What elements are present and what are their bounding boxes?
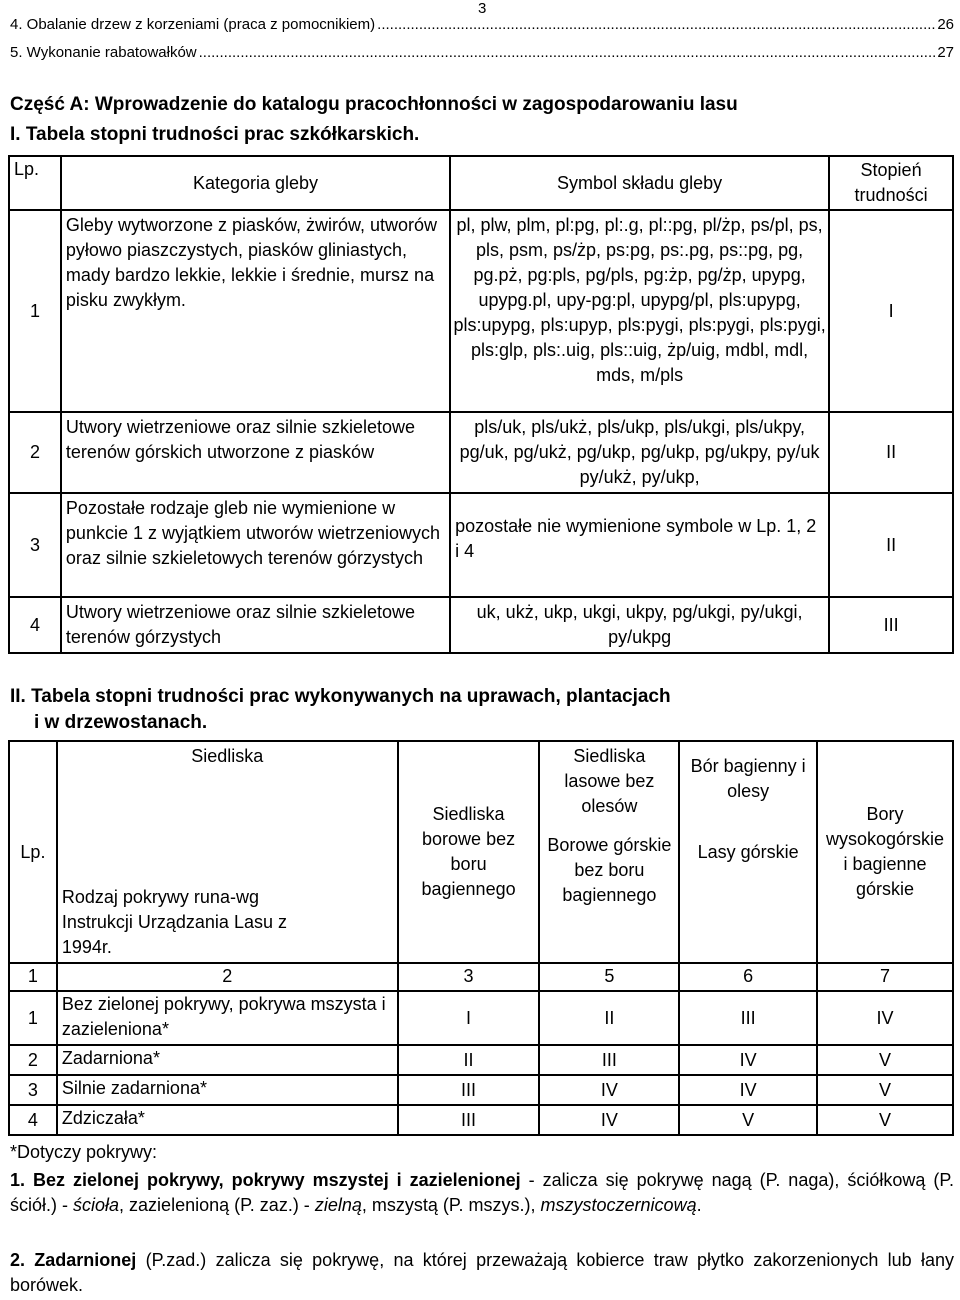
row-degree: II	[829, 412, 953, 493]
row-category: Utwory wietrzeniowe oraz silnie szkieletowe terenów górskich utworzone z piasków	[61, 412, 450, 493]
header-symbol: Symbol składu gleby	[450, 156, 829, 210]
table2-title-line1: II. Tabela stopni trudności prac wykonywanych na uprawach, plantacjach	[10, 686, 671, 707]
footnote-1-term: 1. Bez zielonej pokrywy, pokrywy mszystej i zazielenionej	[10, 1170, 521, 1190]
row-c3: III	[398, 1105, 540, 1135]
row-c3: III	[398, 1075, 540, 1105]
colnum: 1	[9, 963, 57, 991]
row-c5: IV	[539, 1105, 679, 1135]
colnum: 7	[817, 963, 953, 991]
header-siedliska: Siedliska	[191, 746, 264, 766]
footnote-2-term: 2. Zadarnionej	[10, 1250, 137, 1270]
footnote-1-text-c: , mszystą (P. mszys.),	[361, 1195, 536, 1215]
footnote-1	[10, 1168, 954, 1218]
row-category: Gleby wytworzone z piasków, żwirów, utworów pyłowo piaszczystych, piasków gliniastych, mady bardzo lekkie, lekkie i średnie, mursz na pisku zwykłym.	[61, 210, 450, 412]
toc-leader	[377, 16, 935, 33]
row-lp: 3	[9, 1075, 57, 1105]
row-c6: IV	[679, 1045, 817, 1075]
header-lp: Lp.	[9, 741, 57, 963]
column-numbers-row	[9, 963, 953, 991]
table-row	[9, 597, 953, 653]
header-bory-wysokogorskie: Bory wysokogórskie i bagienne górskie	[817, 741, 953, 963]
page-number: 3	[478, 0, 487, 17]
colnum: 2	[57, 963, 398, 991]
row-symbol: uk, ukż, ukp, ukgi, ukpy, pg/ukgi, py/ukgi, py/ukpg	[450, 597, 829, 653]
row-lp: 4	[9, 597, 61, 653]
header-rodzaj: Rodzaj pokrywy runa-wg Instrukcji Urządzania Lasu z 1994r.	[61, 887, 287, 957]
header-siedliska-rodzaj	[57, 741, 398, 963]
footnote-1-text-d: .	[696, 1195, 702, 1215]
table-soil-difficulty	[8, 155, 954, 654]
row-lp: 1	[9, 210, 61, 412]
table-row	[9, 1045, 953, 1075]
table-row	[9, 210, 953, 412]
row-category: Utwory wietrzeniowe oraz silnie szkieletowe terenów górzystych	[61, 597, 450, 653]
footnote-1-text-a: - zalicza się pokrywę nagą (P. naga), ściółkową (P. ściół.) -	[10, 1170, 955, 1215]
row-cover: Zdziczała*	[57, 1105, 398, 1135]
row-c7: IV	[817, 991, 953, 1045]
row-symbol: pl, plw, plm, pl:pg, pl:.g, pl::pg, pl/żp, ps/pl, ps, pls, psm, ps/żp, ps:pg, ps:.pg, ps::pg, pg, pg.pż, pg:pls, pg/pls, pg:żp, pg/żp, upypg, upypg.pl, upy-pg:pl, upypg/pl, pls:upypg, pls:upypg, pls:upyp, pls:pygi, pls:pygi, pls:pygi, pls:glp, pls:.uig, pls::uig, żp/uig, mdbl, mdl, mds, m/pls	[450, 210, 829, 412]
toc-page: 27	[937, 44, 954, 61]
row-c6: V	[679, 1105, 817, 1135]
table-row	[9, 1105, 953, 1135]
row-c7: V	[817, 1075, 953, 1105]
colnum: 6	[679, 963, 817, 991]
row-cover: Bez zielonej pokrywy, pokrywa mszysta i zazieleniona*	[57, 991, 398, 1045]
row-c5: II	[539, 991, 679, 1045]
table-row	[9, 991, 953, 1045]
toc-leader	[199, 44, 936, 61]
toc-page: 26	[937, 16, 954, 33]
colnum: 3	[398, 963, 540, 991]
row-category: Pozostałe rodzaje gleb nie wymienione w punkcie 1 z wyjątkiem utworów wietrzeniowych oraz silnie szkieletowych terenów górzystych	[61, 493, 450, 597]
header-degree: Stopień trudności	[829, 156, 953, 210]
header-bor-lasy	[679, 741, 817, 963]
table-row	[9, 1075, 953, 1105]
row-c6: III	[679, 991, 817, 1045]
row-lp: 2	[9, 412, 61, 493]
row-c3: II	[398, 1045, 540, 1075]
row-lp: 2	[9, 1045, 57, 1075]
row-lp: 1	[9, 991, 57, 1045]
row-degree: II	[829, 493, 953, 597]
footnote-2-text: (P.zad.) zalicza się pokrywę, na której przeważają kobierce traw płytko zakorzenionych lub łany borówek.	[10, 1250, 954, 1295]
row-lp: 4	[9, 1105, 57, 1135]
header-bor-bagienny: Bór bagienny i olesy	[690, 756, 806, 801]
row-c6: IV	[679, 1075, 817, 1105]
footnote-1-italic-3: mszystoczernicową	[535, 1195, 697, 1215]
colnum: 5	[539, 963, 679, 991]
row-degree: III	[829, 597, 953, 653]
part-title: Część A: Wprowadzenie do katalogu pracochłonności w zagospodarowaniu lasu	[10, 94, 738, 115]
row-c7: V	[817, 1045, 953, 1075]
toc-label: 4. Obalanie drzew z korzeniami (praca z pomocnikiem)	[10, 16, 376, 33]
table-row	[9, 493, 953, 597]
header-lasowe: Siedliska lasowe bez olesów	[564, 746, 655, 816]
table-row	[9, 412, 953, 493]
table2-title-line2: i w drzewostanach.	[34, 712, 208, 733]
header-gorskie-borowe: Borowe górskie bez boru bagiennego	[547, 835, 672, 905]
header-lp: Lp.	[9, 156, 61, 210]
row-cover: Silnie zadarniona*	[57, 1075, 398, 1105]
header-category: Kategoria gleby	[61, 156, 450, 210]
table-header-row	[9, 156, 953, 210]
row-c5: IV	[539, 1075, 679, 1105]
header-lasowe-gorskie	[539, 741, 679, 963]
row-c7: V	[817, 1105, 953, 1135]
row-lp: 3	[9, 493, 61, 597]
table1-title: I. Tabela stopni trudności prac szkółkarskich.	[10, 124, 420, 145]
header-borowe: Siedliska borowe bez boru bagiennego	[398, 741, 540, 963]
row-degree: I	[829, 210, 953, 412]
footnote-1-text-b: , zazielenioną (P. zaz.) -	[119, 1195, 310, 1215]
table-cover-difficulty	[8, 740, 954, 1136]
toc-label: 5. Wykonanie rabatowałków	[10, 44, 197, 61]
row-c5: III	[539, 1045, 679, 1075]
footnote-1-italic-2: zielną	[309, 1195, 362, 1215]
table-header-row	[9, 741, 953, 963]
toc-entry[interactable]	[10, 44, 954, 61]
row-c3: I	[398, 991, 540, 1045]
footnote-2	[10, 1248, 954, 1298]
footnote-1-italic-1: ścioła	[73, 1195, 120, 1215]
toc-entry[interactable]	[10, 16, 954, 33]
row-symbol: pozostałe nie wymienione symbole w Lp. 1, 2 i 4	[450, 493, 829, 597]
header-lasy-gorskie: Lasy górskie	[697, 842, 799, 862]
row-cover: Zadarniona*	[57, 1045, 398, 1075]
footnote-header: *Dotyczy pokrywy:	[10, 1142, 158, 1162]
row-symbol: pls/uk, pls/ukż, pls/ukp, pls/ukgi, pls/ukpy, pg/uk, pg/ukż, pg/ukp, pg/ukp, pg/ukpy, py/uk py/ukż, py/ukp,	[450, 412, 829, 493]
